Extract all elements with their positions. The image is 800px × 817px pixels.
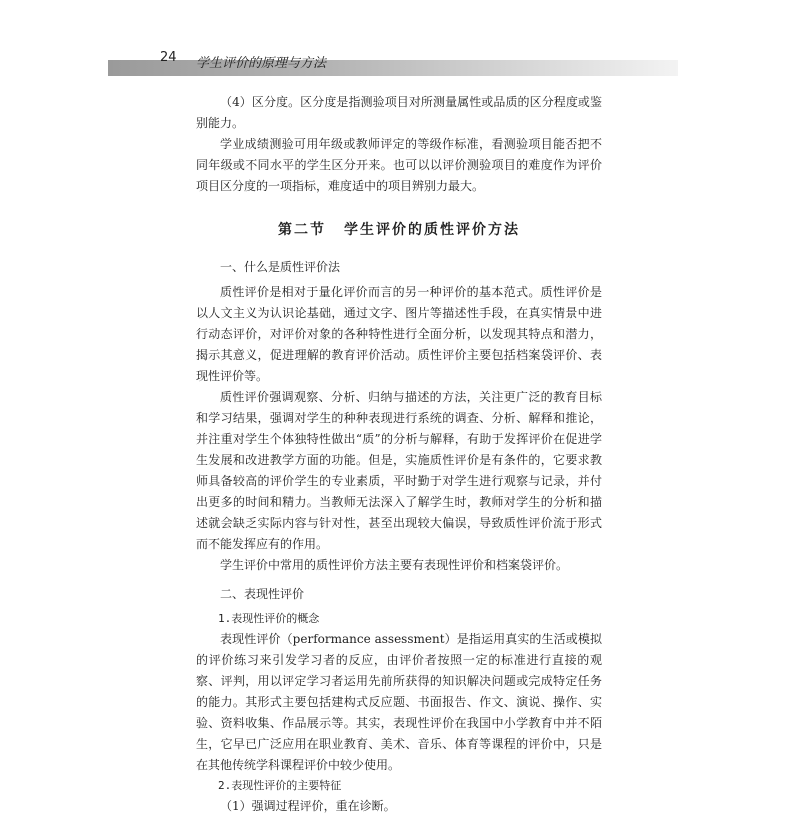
paragraph-achievement-test: 学业成绩测验可用年级或教师评定的等级作标准，看测验项目能否把不同年级或不同水平的学生区分开来。也可以以评价测验项目的难度作为评价项目区分度的一项指标，难度适中的项目辨别力最大。	[196, 137, 602, 193]
paragraph-qualitative-definition: 质性评价是相对于量化评价而言的另一种评价的基本范式。质性评价是以人文主义为认识论基础，通过文字、图片等描述性手段，在真实情景中进行动态评价，对评价对象的各种特性进行全面分析，以发现其特点和潜力，揭示其意义，促进理解的教育评价活动。质性评价主要包括档案袋评价、表现性评价等。	[196, 285, 602, 383]
running-title: 学生评价的原理与方法	[196, 56, 327, 71]
subheading-concept: 1.表现性评价的概念	[218, 612, 320, 625]
section-number: 第二节	[278, 222, 326, 238]
heading-performance-assessment: 二、表现性评价	[220, 587, 305, 601]
paragraph-performance-definition: 表现性评价（performance assessment）是指运用真实的生活或模拟的评价练习来引发学习者的反应，由评价者按照一定的标准进行直接的观察、评判，用以评定学习者运用先前所获得的知识解决问题或完成特定任务的能力。其形式主要包括建构式反应题、书面报告、作文、演说、操作、实验、资料收集、作品展示等。其实，表现性评价在我国中小学教育中并不陌生，它早已广泛应用在职业教育、美术、音乐、体育等课程的评价中，只是在其他传统学科课程评价中较少使用。	[196, 632, 602, 772]
page-number: 24	[160, 50, 177, 65]
header-band	[108, 60, 678, 76]
heading-what-is-qualitative: 一、什么是质性评价法	[220, 260, 341, 274]
page-body	[196, 92, 602, 817]
paragraph-feature-1: （1）强调过程评价，重在诊断。	[220, 799, 396, 813]
paragraph-discrimination: （4）区分度。区分度是指测验项目对所测量属性或品质的区分程度或鉴别能力。	[196, 95, 602, 130]
paragraph-common-methods: 学生评价中常用的质性评价方法主要有表现性评价和档案袋评价。	[220, 558, 569, 572]
section-name: 学生评价的质性评价方法	[344, 222, 520, 238]
subheading-features: 2.表现性评价的主要特征	[218, 779, 342, 792]
paragraph-qualitative-methods: 质性评价强调观察、分析、归纳与描述的方法，关注更广泛的教育目标和学习结果，强调对学生的种种表现进行系统的调查、分析、解释和推论，并注重对学生个体独特性做出“质”的分析与解释，有助于发挥评价在促进学生发展和改进教学方面的功能。但是，实施质性评价是有条件的，它要求教师具备较高的评价学生的专业素质，平时勤于对学生进行观察与记录，并付出更多的时间和精力。当教师无法深入了解学生时，教师对学生的分析和描述就会缺乏实际内容与针对性，甚至出现较大偏误，导致质性评价流于形式而不能发挥应有的作用。	[196, 390, 602, 551]
section-title	[196, 219, 602, 239]
